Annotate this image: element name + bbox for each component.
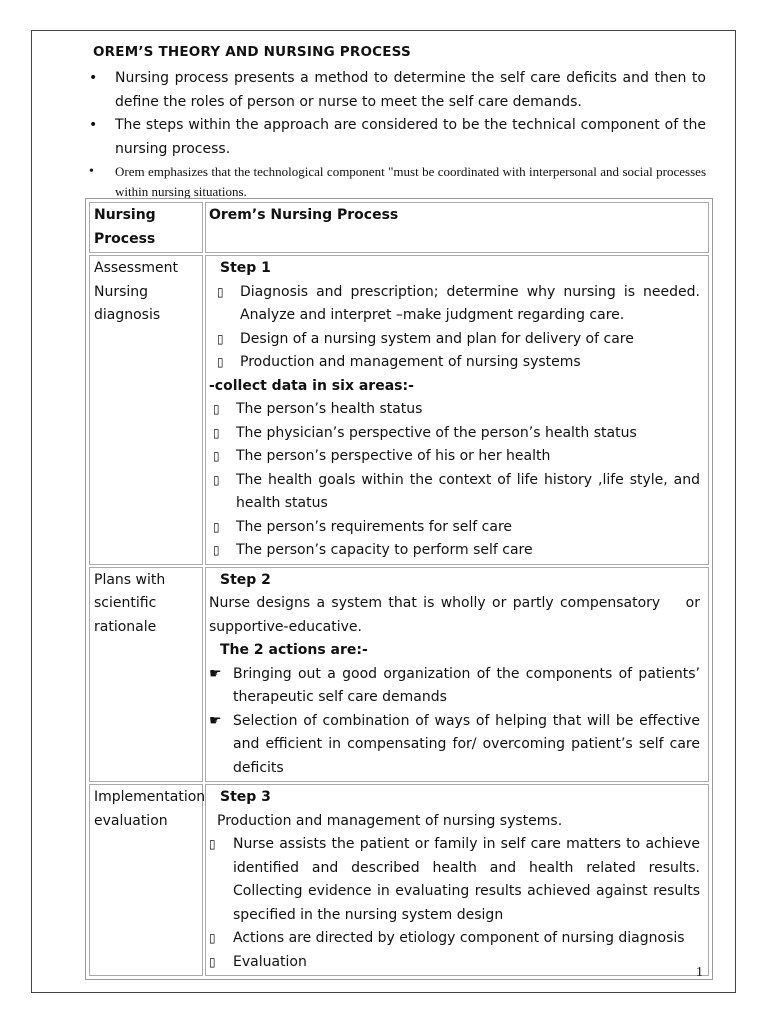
list-item: ▯ The person’s health status — [205, 398, 700, 422]
step3-item-list — [209, 833, 700, 974]
step3-intro: Production and management of nursing systems. — [217, 812, 563, 829]
step-title: Step 2 — [220, 571, 271, 588]
list-item: ▯ The person’s perspective of his or her health — [205, 445, 700, 469]
list-item: ▯ The physician’s perspective of the person’s health status — [205, 422, 700, 446]
box-bullet-icon: ▯ — [217, 331, 224, 346]
list-item: ▯ Production and management of nursing systems — [209, 351, 700, 375]
step1-item-list — [209, 281, 700, 375]
box-bullet-icon: ▯ — [213, 519, 220, 534]
step2-intro: Nurse designs a system that is wholly or partly compensatory or supportive-educative. — [209, 595, 705, 635]
list-item: ▯ Evaluation — [209, 951, 700, 975]
list-item: ▯ The health goals within the context of life history ,life style, and health status — [205, 469, 700, 516]
row-label-assessment: Assessment Nursing diagnosis — [89, 255, 203, 565]
intro-bullet: • Nursing process presents a method to determine the self care deficits and then to define the roles of person or nurse to meet the self care demands. — [88, 67, 706, 114]
table-row — [88, 254, 710, 566]
box-bullet-icon: ▯ — [217, 284, 224, 299]
list-item: ☛ Bringing out a good organization of the components of patients’ therapeutic self care demands — [209, 663, 700, 710]
table-header-row — [88, 201, 710, 254]
box-bullet-icon: ▯ — [213, 472, 220, 487]
actions-heading: The 2 actions are:- — [220, 642, 368, 658]
intro-bullet: • The steps within the approach are considered to be the technical component of the nursing process. — [88, 114, 706, 161]
list-item: ▯ The person’s requirements for self care — [205, 516, 700, 540]
list-item: ▯ Nurse assists the patient or family in self care matters to achieve identified and described health and health related results. Collecting evidence in evaluating results achieved against results specified in the nursing system design — [209, 833, 700, 927]
header-nursing-process: Nursing Process — [89, 202, 203, 253]
row-content-step3 — [205, 784, 709, 976]
list-item: ▯ Diagnosis and prescription; determine why nursing is needed. Analyze and interpret –make judgment regarding care. — [209, 281, 700, 328]
row-label-implementation: Implementation evaluation — [89, 784, 203, 976]
header-orems-process: Orem’s Nursing Process — [205, 202, 709, 253]
step-title: Step 1 — [220, 260, 271, 276]
actions-list — [209, 663, 700, 781]
page-number: 1 — [696, 965, 703, 980]
intro-bullet-list — [88, 67, 706, 202]
collect-data-subheading: -collect data in six areas:- — [209, 377, 414, 394]
box-bullet-icon: ▯ — [213, 543, 220, 557]
nursing-process-table — [85, 198, 713, 980]
box-bullet-icon: ▯ — [209, 837, 216, 851]
box-bullet-icon: ▯ — [217, 355, 224, 369]
list-item: ☛ Selection of combination of ways of helping that will be effective and efficient in compensating for/ overcoming patient’s self care deficits — [209, 710, 700, 781]
box-bullet-icon: ▯ — [213, 449, 220, 463]
pointing-hand-icon: ☛ — [209, 712, 222, 729]
list-item: ▯ The person’s capacity to perform self care — [205, 539, 700, 563]
row-content-step2 — [205, 567, 709, 783]
data-areas-list — [205, 398, 700, 563]
box-bullet-icon: ▯ — [209, 954, 216, 969]
list-item: ▯ Actions are directed by etiology component of nursing diagnosis — [209, 927, 700, 951]
step-title: Step 3 — [220, 789, 271, 805]
row-label-plans: Plans with scientific rationale — [89, 567, 203, 783]
list-item: ▯ Design of a nursing system and plan for delivery of care — [209, 328, 700, 352]
table-row — [88, 783, 710, 977]
document-heading: OREM’S THEORY AND NURSING PROCESS — [93, 44, 411, 60]
table-row — [88, 566, 710, 784]
intro-bullet: • Orem emphasizes that the technological component "must be coordinated with interpersonal and social processes within nursing situations. — [88, 162, 706, 202]
row-content-step1 — [205, 255, 709, 565]
box-bullet-icon: ▯ — [213, 402, 220, 416]
box-bullet-icon: ▯ — [213, 425, 220, 440]
pointing-hand-icon: ☛ — [209, 665, 222, 682]
box-bullet-icon: ▯ — [209, 931, 216, 945]
